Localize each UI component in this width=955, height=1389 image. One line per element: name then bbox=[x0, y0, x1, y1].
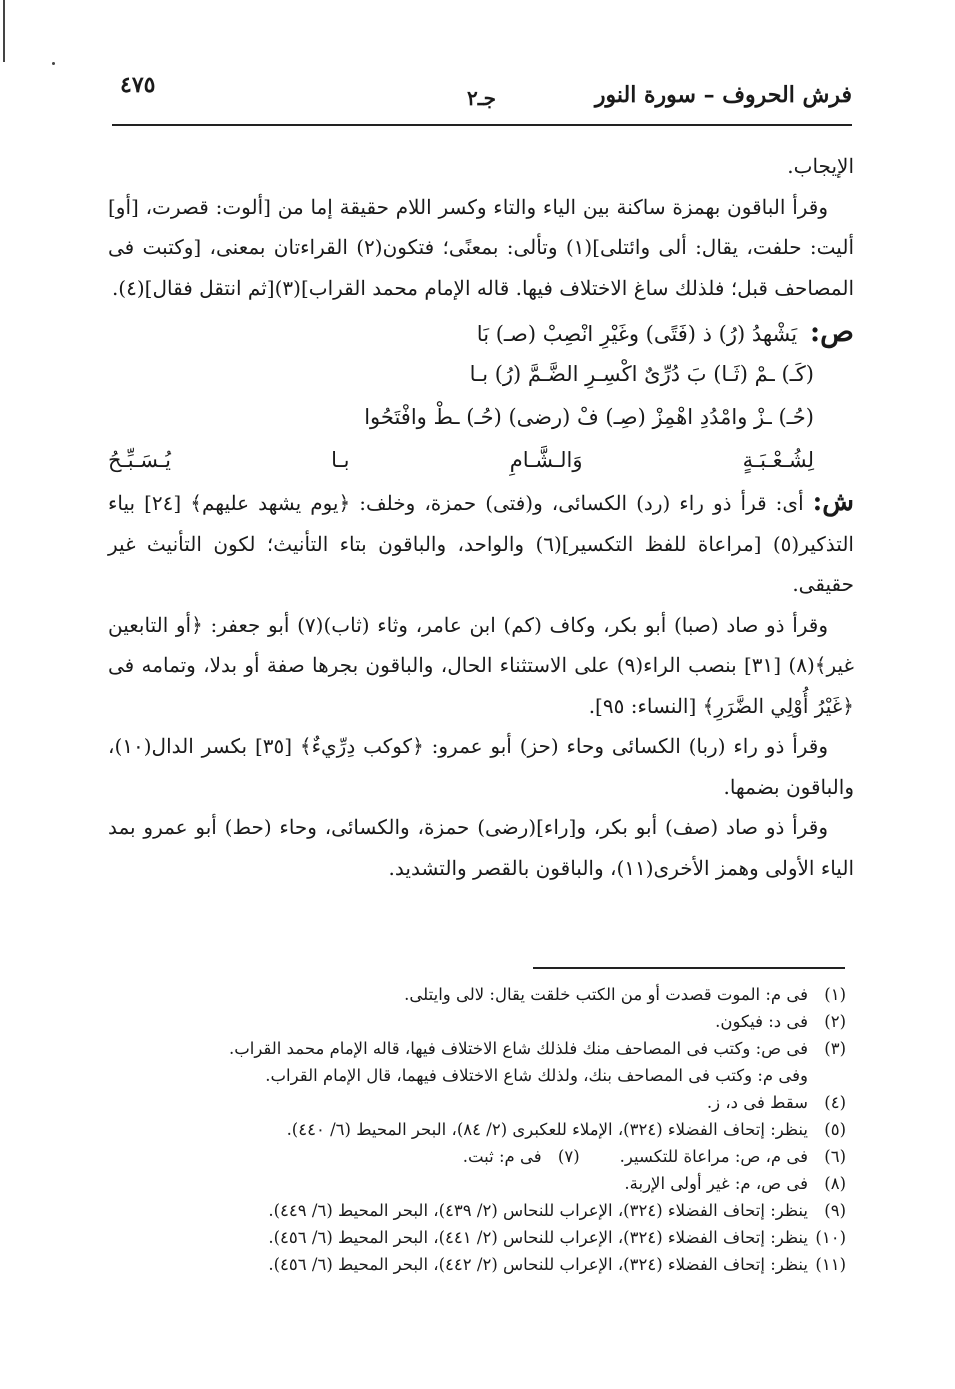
verse-word: بـا bbox=[331, 448, 350, 472]
footnote-text: ينظر: إتحاف الفضلاء (٣٢٤)، الإعراب للنحاس (٢/ ٤٣٩)، البحر المحيط (٦/ ٤٤٩). bbox=[268, 1201, 808, 1220]
volume-label: جـ٢ bbox=[467, 86, 496, 110]
footnote-text: فى د: فيكون. bbox=[715, 1012, 808, 1031]
verse-block bbox=[108, 310, 854, 482]
paragraph: وقرأ ذو صاد (صبا) أبو بكر، وكاف (كم) ابن عامر، وثاء (ثاب)(٧) أبو جعفر: ﴿أو التابعين غير﴾(٨) [٣١] بنصب الراء(٩) على الاستثناء الحال، والباقون بجرها صفة أو بدلا، وتمامه فى ﴿غَيْرُ أُوْلِي الضَّرَرِ﴾ [النساء: ٩٥]. bbox=[108, 612, 854, 718]
footnote-text: ينظر: إتحاف الفضلاء (٣٢٤)، الإعراب للنحاس (٢/ ٤٤٢)، البحر المحيط (٦/ ٤٥٦). bbox=[268, 1255, 808, 1274]
footnote-number: (٥) bbox=[824, 1120, 846, 1139]
commentary-lead: ش: bbox=[812, 487, 854, 517]
footnote-continuation: وفى م: وكتب فى المصاحف بنك، ولذلك شاع الاختلاف فيهما، قال الإمام القراب. bbox=[265, 1066, 808, 1085]
footnote-rule bbox=[533, 967, 845, 969]
footnote-text: فى م، ص: مراعاة للتكسير. bbox=[619, 1147, 808, 1166]
footnote bbox=[140, 1251, 846, 1278]
scan-speck bbox=[52, 62, 55, 65]
footnote bbox=[140, 1170, 846, 1197]
footnotes bbox=[140, 981, 846, 1278]
commentary-paragraph bbox=[108, 482, 854, 605]
footnote-number: (٩) bbox=[824, 1201, 846, 1220]
page-header bbox=[112, 72, 852, 122]
verse-text: يَشْهدُ (رُ) ذ (فَتًى) وغَيْرِ انْصِبْ (صـ) بَا bbox=[476, 322, 798, 346]
footnote-number: (١١) bbox=[815, 1255, 846, 1274]
footnote bbox=[463, 1143, 580, 1170]
footnote-number: (٨) bbox=[824, 1174, 846, 1193]
verse-line: (حُـ) ـزْ وامْدُدِ اهْمِزْ (صِـ) فْ (رضى) (حُـ) ـطْ وافْتَحُوا bbox=[364, 405, 814, 429]
footnote bbox=[140, 1224, 846, 1251]
footnote-pair bbox=[140, 1143, 846, 1170]
verse-lead: ص: bbox=[809, 315, 854, 348]
footnote-text: فى ص: وكتب فى المصاحف منك فلذلك شاع الاختلاف فيها، قاله الإمام محمد القراب. bbox=[228, 1039, 808, 1058]
footnote bbox=[620, 1143, 846, 1170]
verse-line: (كَـ) ـمْ (ثَـا) بَ دُرِّىٌ اكْسِـرِ الضَّـمَّ (رُ) بـا bbox=[469, 362, 814, 386]
footnote-number: (١) bbox=[824, 985, 846, 1004]
footnote-text: فى ص، م: غير أولى الإربة. bbox=[624, 1174, 808, 1193]
footnote-number: (١٠) bbox=[815, 1228, 846, 1247]
footnote-number: (٣) bbox=[824, 1039, 846, 1058]
verse-line bbox=[108, 439, 854, 482]
main-text bbox=[108, 146, 854, 888]
footnote-text: فى م: ثبت. bbox=[462, 1147, 542, 1166]
footnote bbox=[140, 1116, 846, 1143]
verse-line bbox=[108, 310, 854, 353]
footnote bbox=[140, 981, 846, 1008]
verse-word: وَالـشَّـامِ bbox=[509, 448, 583, 472]
footnote-number: (٦) bbox=[824, 1147, 846, 1166]
footnote-number: (٧) bbox=[557, 1147, 580, 1166]
footnote bbox=[140, 1035, 846, 1062]
footnote bbox=[140, 1197, 846, 1224]
page-number: ٤٧٥ bbox=[120, 72, 156, 98]
footnote-text: ينظر: إتحاف الفضلاء (٣٢٤)، الإعراب للنحاس (٢/ ٤٤١)، البحر المحيط (٦/ ٤٥٦). bbox=[268, 1228, 808, 1247]
footnote-number: (٤) bbox=[824, 1093, 846, 1112]
footnote bbox=[140, 1089, 846, 1116]
footnote-number: (٢) bbox=[824, 1012, 846, 1031]
paragraph: وقرأ ذو صاد (صف) أبو بكر، و[راء](رضى) حمزة، والكسائى، وحاء (حط) أبو عمرو بمد الياء الأولى وهمز الأخرى(١١)، والباقون بالقصر والتشديد. bbox=[108, 815, 854, 880]
footnote bbox=[140, 1008, 846, 1035]
running-title: فرش الحروف – سورة النور bbox=[594, 82, 852, 108]
paragraph: الإيجاب. bbox=[787, 154, 854, 178]
paragraph: وقرأ الباقون بهمزة ساكنة بين الياء والتاء وكسر اللام حقيقة إما من [ألوت: قصرت، [أو] أليت: حلفت، يقال: ألى وائتلى](١) وتألى: بمعنًى؛ فتكون(٢) القراءتان بمعنى، [وكتبت فى المصاحف قبل؛ فلذلك ساغ الاختلاف فيها. قاله الإمام محمد القراب](٣)[ثم انتقل فقال](٤). bbox=[108, 194, 854, 300]
header-rule bbox=[112, 124, 852, 126]
page-edge-mark bbox=[3, 0, 5, 62]
footnote-text: سقط فى د، ز. bbox=[706, 1093, 808, 1112]
footnote-text: ينظر: إتحاف الفضلاء (٣٢٤)، الإملاء للعكبرى (٢/ ٨٤)، البحر المحيط (٦/ ٤٤٠). bbox=[286, 1120, 808, 1139]
paragraph: وقرأ ذو راء (ربا) الكسائى وحاء (حز) أبو عمرو: ﴿كوكب دِرِّيءٌ﴾ [٣٥] بكسر الدال(١٠)، والباقون بضمها. bbox=[108, 734, 854, 799]
footnote-text: فى م: الموت قصدت أو من الكتب خلقت يقال: لالى وايتلى. bbox=[404, 985, 808, 1004]
verse-word: يُـسَـبِّـحُ bbox=[108, 448, 171, 472]
commentary-text: أى: قرأ ذو راء (رد) الكسائى، و(فتى) حمزة، وخلف: ﴿يوم يشهد عليهم﴾ [٢٤] بياء التذكير(٥) [مراعاة للفظ التكسير](٦) والواحد، والباقون بتاء التأنيث؛ لكون التأنيث غير حقيقى. bbox=[108, 491, 854, 596]
verse-word: لِشُـعْـبَـةٍ bbox=[742, 448, 814, 472]
